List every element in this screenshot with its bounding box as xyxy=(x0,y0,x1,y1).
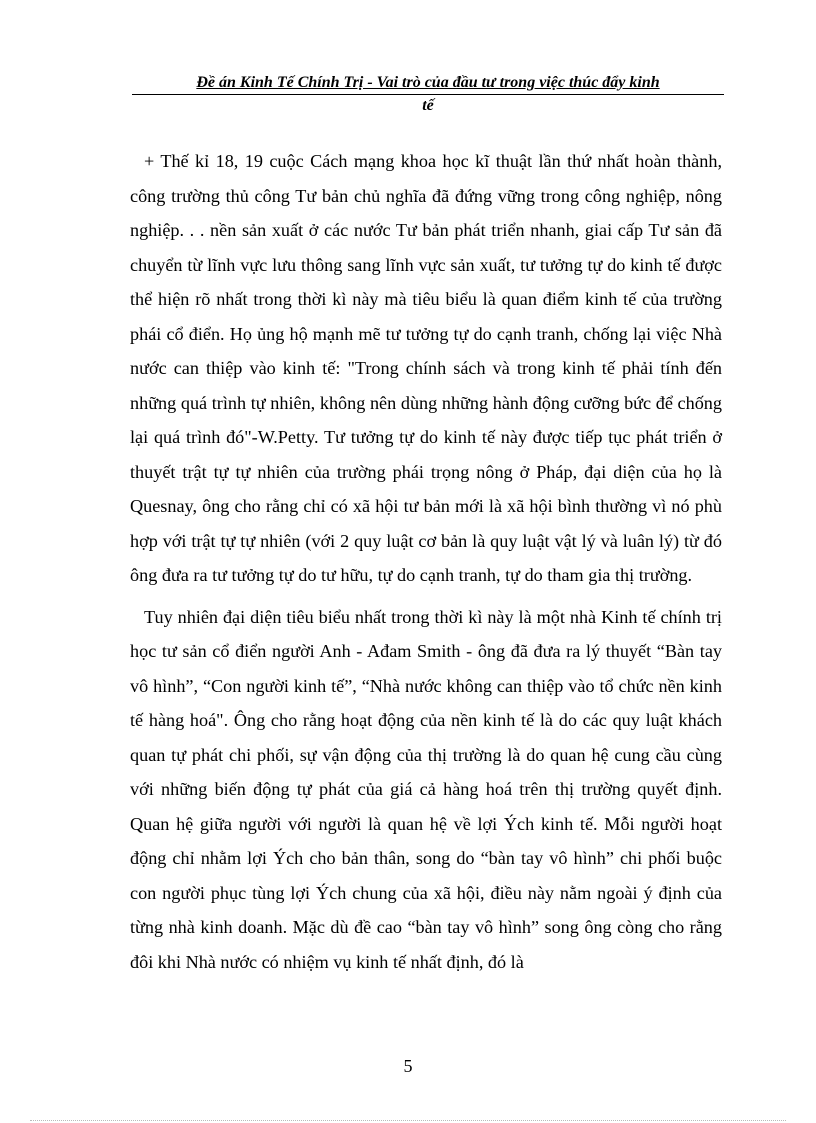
paragraph: Tuy nhiên đại diện tiêu biểu nhất trong thời kì này là một nhà Kinh tế chính trị học tư sản cổ điển người Anh - Ađam Smith - ông đã đưa ra lý thuyết “Bàn tay vô hình”, “Con người kinh tế”, “Nhà nước không can thiệp vào tổ chức nền kinh tế hàng hoá". Ông cho rằng hoạt động của nền kinh tế là do các quy luật khách quan tự phát chi phối, sự vận động của thị trường là do quan hệ cung cầu cùng với những biến động tự phát của giá cả hàng hoá trên thị trường quyết định. Quan hệ giữa người với người là quan hệ về lợi Ých kinh tế. Mỗi người hoạt động chỉ nhằm lợi Ých cho bản thân, song do “bàn tay vô hình” chi phối buộc con người phục tùng lợi Ých chung của xã hội, điều này nằm ngoài ý định của từng nhà kinh doanh. Mặc dù đề cao “bàn tay vô hình” song ông còng cho rằng đôi khi Nhà nước có nhiệm vụ kinh tế nhất định, đó là xyxy=(130,606,722,972)
header-title-line2: tế xyxy=(422,97,434,114)
page-bottom-divider xyxy=(30,1120,786,1121)
header-title-line1: Đề án Kinh Tế Chính Trị - Vai trò của đầu tư trong việc thúc đẩy kinh xyxy=(132,72,724,95)
page-number: 5 xyxy=(403,1056,413,1076)
paragraph: + Thế kỉ 18, 19 cuộc Cách mạng khoa học kĩ thuật lần thứ nhất hoàn thành, công trường thủ công Tư bản chủ nghĩa đã đứng vững trong công nghiệp, nông nghiệp. . . nền sản xuất ở các nước Tư bản phát triển nhanh, giai cấp Tư sản đã chuyển từ lĩnh vực lưu thông sang lĩnh vực sản xuất, tư tưởng tự do kinh tế được thể hiện rõ nhất trong thời kì này mà tiêu biểu là quan điểm kinh tế của trường phái cổ điển. Họ ủng hộ mạnh mẽ tư tưởng tự do cạnh tranh, chống lại việc Nhà nước can thiệp vào kinh tế: "Trong chính sách và trong kinh tế phải tính đến những quá trình tự nhiên, không nên dùng những hành động cưỡng bức để chống lại quá trình đó"-W.Petty. Tư tưởng tự do kinh tế này được tiếp tục phát triển ở thuyết trật tự tự nhiên của trường phái trọng nông ở Pháp, đại diện của họ là Quesnay, ông cho rằng chỉ có xã hội tư bản mới là xã hội bình thường vì nó phù hợp với trật tự tự nhiên (với 2 quy luật cơ bản là quy luật vật lý và luân lý) từ đó ông đưa ra tư tưởng tự do tư hữu, tự do cạnh tranh, tự do tham gia thị trường. xyxy=(130,151,722,585)
document-body xyxy=(130,144,722,979)
page-header xyxy=(132,72,724,117)
